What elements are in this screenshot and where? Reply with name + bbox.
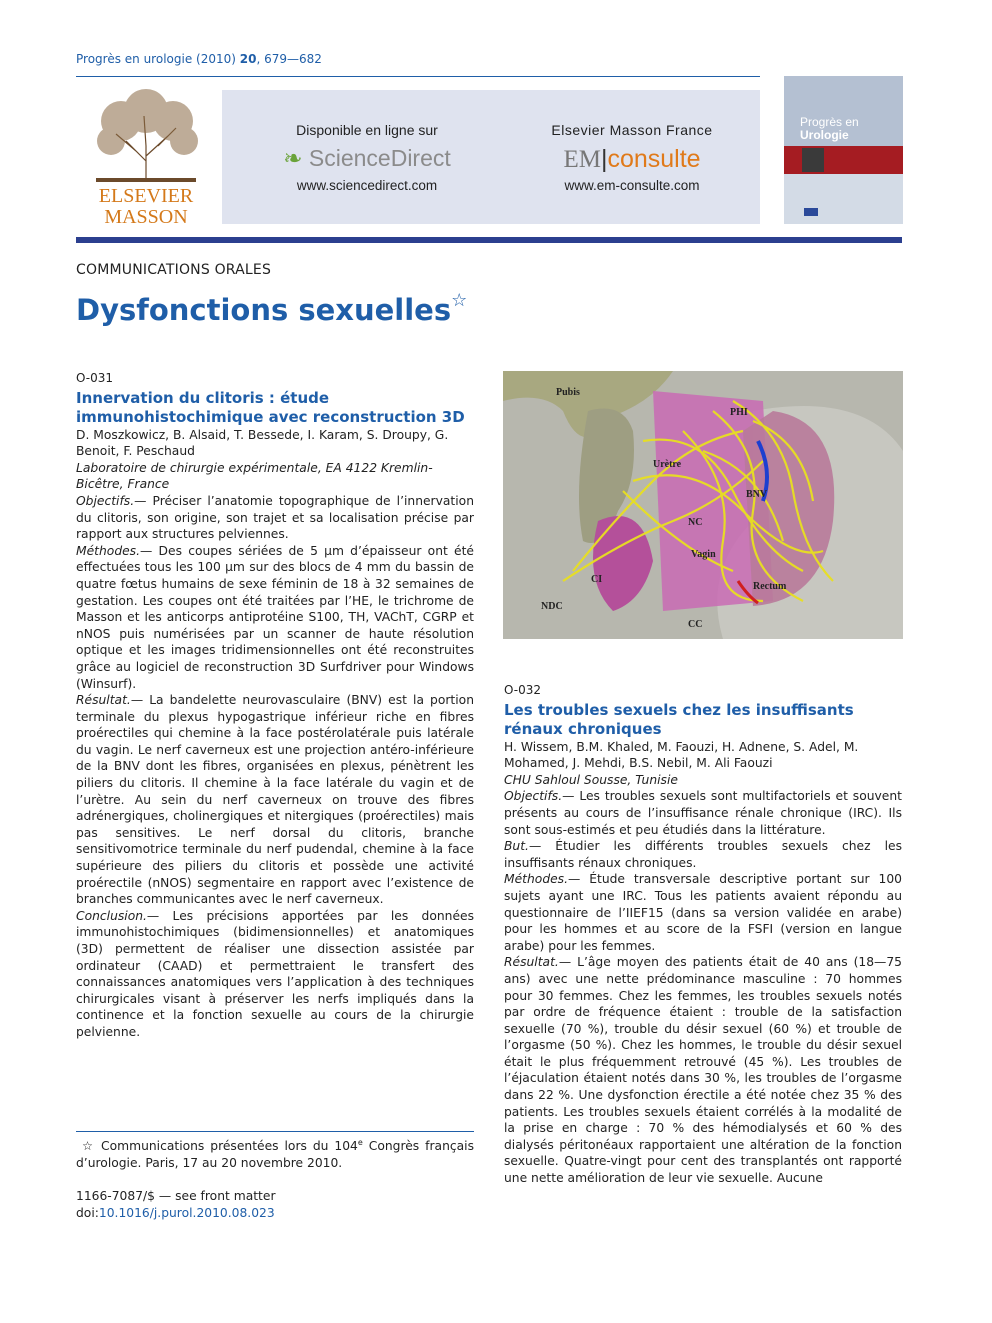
elsevier-masson-logo (76, 86, 216, 226)
abstract-but (504, 838, 902, 871)
abstract-methodes (76, 543, 474, 692)
title-footnote-mark[interactable]: ☆ (451, 290, 468, 311)
abstract-o032 (504, 682, 902, 1187)
cover-title-1: Progrès en (800, 115, 859, 129)
conclusion-text: Les précisions apportées par les données immunohistochimiques (bidimensionnelles) et anatomiques (3D) permettent de réaliser une dissection assistée par ordinateur (CAAD) et permettraient le transfert des connaissances anatomiques vers l’application à des techniques chirurgicales visant à préserver les nerfs impliqués dans la continence et la fonction sexuelle au cours de la chirurgie pelvienne. (76, 908, 474, 1039)
sciencedirect-brand[interactable] (262, 145, 472, 172)
journal-name: Progrès en urologie (2010) (76, 52, 236, 66)
sciencedirect-url[interactable]: www.sciencedirect.com (296, 178, 438, 193)
abstract-id: O-031 (76, 371, 114, 385)
methodes-text: Étude transversale descriptive portant sur 100 sujets ayant une IRC. Tous les patients avaient répondu au questionnaire de l’IIEF15 (dans sa version validée en arabe) pour les hommes et au score de la FSFI (version en langue arabe) pour les femmes. (504, 872, 902, 953)
figure-label-ndc: NDC (541, 601, 563, 612)
objectifs-text: Préciser l’anatomie topographique de l’innervation du clitoris, son origine, son trajet et sa localisation précise par rapport aux structures pelviennes. (76, 493, 474, 542)
emconsulte-caption: Elsevier Masson France (551, 122, 713, 138)
publisher-line1: ELSEVIER (98, 185, 194, 207)
but-label: But.— (504, 839, 542, 854)
figure-label-phi: PHI (730, 407, 748, 418)
abstract-objectifs (76, 493, 474, 543)
journal-cover (784, 76, 903, 224)
abstract-methodes (504, 871, 902, 954)
abstract-resultat (76, 692, 474, 908)
footer-identifiers (76, 1188, 276, 1222)
objectifs-label: Objectifs.— (76, 493, 147, 508)
figure-label-cc: CC (688, 619, 703, 630)
emconsulte-brand-consulte: consulte (607, 145, 701, 173)
figure-image (503, 371, 903, 639)
abstract-affiliation: CHU Sahloul Sousse, Tunisie (504, 772, 678, 787)
abstract-id: O-032 (504, 683, 542, 697)
methodes-label: Méthodes.— (504, 872, 581, 887)
page-title-text: Dysfonctions sexuelles (76, 293, 452, 327)
availability-banner (222, 90, 760, 224)
abstract-title: Les troubles sexuels chez les insuffisants rénaux chroniques (504, 700, 854, 738)
emconsulte-brand-em: EM (563, 146, 601, 173)
doi-prefix: doi: (76, 1206, 99, 1220)
doi-line (76, 1205, 276, 1222)
journal-citation (76, 52, 322, 66)
figure-label-pubis: Pubis (556, 387, 580, 398)
figure-label-bnv: BNV (746, 489, 768, 500)
resultat-label: Résultat.— (504, 955, 572, 970)
journal-volume: 20 (239, 52, 257, 66)
doi-link[interactable]: 10.1016/j.purol.2010.08.023 (98, 1206, 275, 1220)
page-title (76, 290, 467, 327)
abstract-affiliation: Laboratoire de chirurgie expérimentale, EA 4122 Kremlin-Bicêtre, France (76, 460, 433, 492)
figure-label-uretre: Urètre (653, 459, 682, 470)
header-divider (76, 76, 760, 77)
resultat-text: L’âge moyen des patients était de 40 ans (18—75 ans) avec une nette prédominance masculine : 70 hommes pour 30 femmes. Chez les femmes, les troubles sexuels notés par ordre de fréquence étaient : trouble de la satisfaction sexuelle (70 %), trouble du désir sexuel (60 %) et trouble de l’orgasme (50 %). Chez les hommes, le trouble du désir sexuel était le plus fréquemment retrouvé (45 %). Les troubles de l’éjaculation étaient notés dans 30 %, les troubles de l’orgasme dans 22 %. Une dysfonction érectile a été notée chez 35 % des patients. Les troubles sexuels étaient corrélés à la modalité de la prise en charge : 70 % des hémodialysés et 60 % des dialysés péritonéaux rapportaient une altération de la fonction sexuelle. Quatre-vingt pour cent des transplantés ont rapporté une nette amélioration de leur vie sexuelle. Aucune (504, 955, 902, 1186)
footnote-text-before: Communications présentées lors du 104 (95, 1139, 358, 1154)
figure-label-vagin: Vagin (691, 549, 716, 560)
header-thick-divider (76, 237, 902, 243)
methodes-text: Des coupes sériées de 5 µm d’épaisseur ont été effectuées tous les 100 µm sur des blocs de 4 mm du bassin de quatre fœtus humains de sexe féminin de 18 à 32 semaines de gestation. Les coupes ont été traitées par l’HE, le trichrome de Masson et les anticorps antiprotéine S100, TH, VAChT, CGRP et nNOS puis numérisées par un scanner de haute résolution optique et les images tridimensionnelles ont été reconstruites grâce au logiciel de reconstruction 3D Surfdriver pour Windows (Winsurf). (76, 543, 474, 691)
sciencedirect-caption: Disponible en ligne sur (296, 122, 438, 138)
footnote (76, 1134, 474, 1172)
figure-label-ci: CI (591, 574, 603, 585)
emconsulte-brand[interactable]: EM|consulte (563, 145, 701, 173)
sciencedirect-leaf-icon: ❧ (283, 145, 303, 171)
footnote-divider (76, 1131, 474, 1132)
objectifs-text: Les troubles sexuels sont multifactoriels et souvent présents au cours de l’insuffisance rénale chronique (IRC). Ils sont sous-estimés et peu étudiés dans la littérature. (504, 789, 902, 837)
footnote-superscript: e (357, 1138, 363, 1147)
abstract-title: Innervation du clitoris : étude immunohistochimique avec reconstruction 3D (76, 388, 465, 426)
emconsulte-url[interactable]: www.em-consulte.com (564, 178, 700, 193)
publisher-line2: MASSON (104, 206, 188, 226)
elsevier-tree-icon (76, 86, 216, 226)
methodes-label: Méthodes.— (76, 543, 153, 558)
journal-pages: , 679—682 (256, 52, 322, 66)
cover-title-2: Urologie (800, 128, 849, 142)
abstract-authors: D. Moszkowicz, B. Alsaid, T. Bessede, I. Karam, S. Droupy, G. Benoit, F. Peschaud (76, 427, 449, 459)
section-label: COMMUNICATIONS ORALES (76, 262, 272, 278)
conclusion-label: Conclusion.— (76, 908, 160, 923)
issn-line: 1166-7087/$ — see front matter (76, 1189, 276, 1203)
footnote-mark: ☆ (82, 1139, 96, 1154)
resultat-text: La bandelette neurovasculaire (BNV) est la portion terminale du plexus hypogastrique inférieur riche en fibres proérectiles qui chemine à la face postérolatérale puis latérale du vagin. Le nerf caverneux est une projection antéro-inférieure de la BNV dont les fibres, organisées en plexus, pénètrent les piliers du clitoris. Il chemine à la face latérale du vagin et de l’urètre. Au sein du nerf caverneux on trouve des fibres adrénergiques, cholinergiques et nitergiques (proérectiles) mais pas sensitives. Le nerf dorsal du clitoris, branche sensitivomotrice terminale du nerf pudendal, chemine à la face supérieure des piliers du clitoris et possède une activité proérectile (nNOS) segmentaire en rapport avec l’existence de branches communicantes avec le nerf caverneux. (76, 693, 474, 907)
abstract-authors: H. Wissem, B.M. Khaled, M. Faouzi, H. Adnene, S. Adel, M. Mohamed, J. Mehdi, B.S. Nebil, M. Ali Faouzi (504, 739, 859, 771)
abstract-objectifs (504, 788, 902, 838)
objectifs-label: Objectifs.— (504, 789, 575, 804)
figure-label-nc: NC (688, 517, 703, 528)
abstract-resultat (504, 954, 902, 1186)
journal-cover-image (784, 76, 903, 224)
abstract-o031 (76, 370, 474, 1041)
but-text: Étudier les différents troubles sexuels chez les insuffisants rénaux chroniques. (504, 839, 902, 870)
footnote-text-after: Congrès français d’urologie. Paris, 17 au 20 novembre 2010. (76, 1139, 474, 1171)
sciencedirect-brand-text: ScienceDirect (308, 145, 451, 171)
abstract-conclusion (76, 908, 474, 1041)
figure-label-rectum: Rectum (753, 581, 787, 592)
figure-3d-reconstruction (503, 371, 903, 639)
resultat-label: Résultat.— (76, 693, 144, 708)
